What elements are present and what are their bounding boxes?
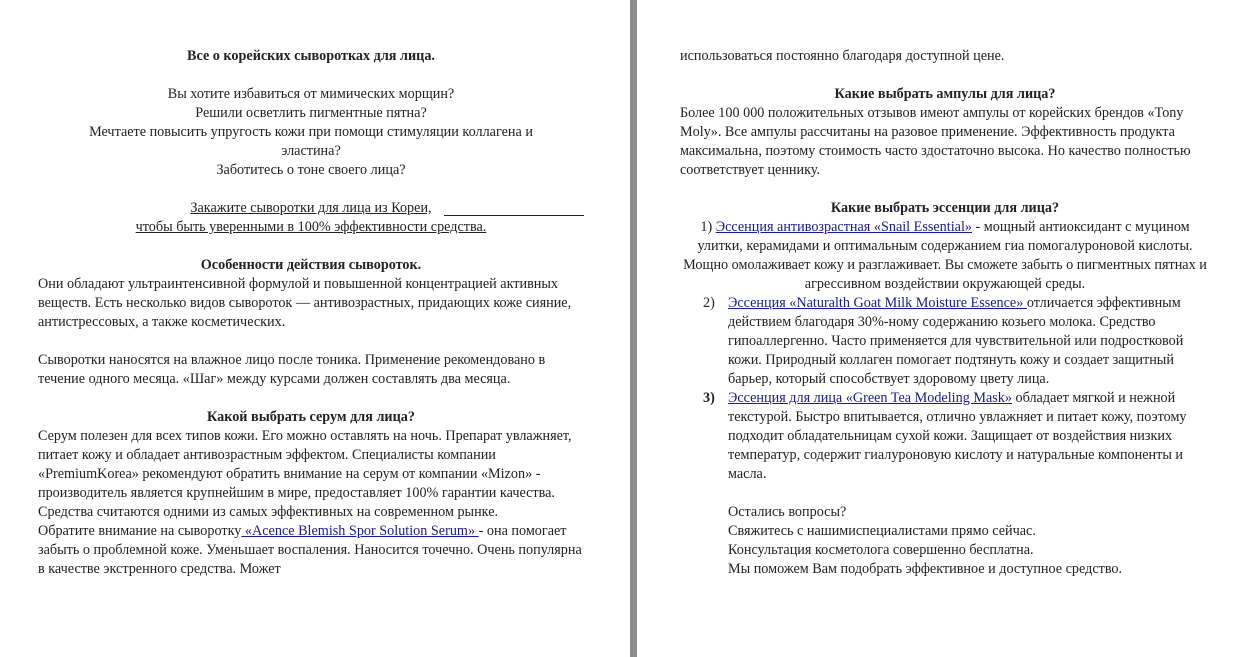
- essence-link-2[interactable]: Эссенция «Naturalth Goat Milk Moisture Essence»: [728, 295, 1027, 311]
- features-paragraph: Они обладают ультраинтенсивной формулой и повышенной концентрацией активных веществ. Есть несколько видов сывороток — антивозрастных, придающих коже сияние, антистрессовых, а также косметических.: [38, 276, 572, 330]
- contact-line: Остались вопросы?: [728, 504, 847, 520]
- contact-line: Консультация косметолога совершенно бесплатна.: [728, 542, 1034, 558]
- intro-line: эластина?: [281, 143, 341, 159]
- essence-number: 2): [703, 295, 715, 311]
- essences-heading: Какие выбрать эссенции для лица?: [830, 200, 1060, 216]
- essence-number: 3): [703, 390, 715, 406]
- contact-line: Свяжитесь с нашимиспециалистами прямо сейчас.: [728, 523, 1036, 539]
- essence-link-3[interactable]: Эссенция для лица «Green Tea Modeling Mask»: [728, 390, 1012, 406]
- intro-line: Решили осветлить пигментные пятна?: [195, 105, 427, 121]
- serum-paragraph: Серум полезен для всех типов кожи. Его можно оставлять на ночь. Препарат увлажняет, питает кожу и обладает антивозрастным эффектом. Специалисты компании «PremiumKorea» рекомендуют обратить внимание на серум от компании «Mizon» - производитель является крупнейшим в мире, предоставляет 100% гарантии качества. Средства считаются одними из самых эффективных на современном рынке.: [38, 428, 572, 520]
- order-line-1: Закажите сыворотки для лица из Кореи,: [190, 200, 432, 216]
- attention-suffix: - она помогает забыть о проблемной коже. Уменьшает воспаления. Наносится точечно. Очень популярна в качестве экстренного средства. Может: [38, 523, 582, 577]
- essence-description: - мощный антиоксидант с муцином улитки, керамидами и оптимальным содержанием гиа помогалуроновой кислоты. Мощно омолаживает кожу и разглаживает. Вы сможете забыть о пигментных пятнах и агрессивном воздействии окружающей среды.: [683, 219, 1207, 292]
- order-line-2: чтобы быть уверенными в 100% эффективности средства.: [135, 219, 487, 235]
- contact-line: Мы поможем Вам подобрать эффективное и доступное средство.: [728, 561, 1123, 577]
- right-column: [680, 47, 1210, 579]
- intro-line: Вы хотите избавиться от мимических морщин?: [167, 86, 455, 102]
- essence-number: 1): [700, 219, 713, 235]
- page-divider: [630, 0, 637, 657]
- intro-line: Заботитесь о тоне своего лица?: [216, 162, 406, 178]
- ampoules-paragraph: Более 100 000 положительных отзывов имеют ампулы от корейских брендов «Tony Moly». Все ампулы рассчитаны на разовое применение. Эффективность продукта максимальна, поэтому стоимость часто здостаточно высока. Но качество полностью соответствует ценнику.: [680, 105, 1191, 178]
- essence-description: обладает мягкой и нежной текстурой. Быстро впитывается, отлично увлажняет и питает кожу, поэтому подходит обладательницам сухой кожи. Защищает от воздействия низких температур, содержит гиалуроновую кислоту и натуральные компоненты и масла.: [728, 390, 1187, 482]
- features-heading: Особенности действия сывороток.: [200, 257, 422, 273]
- intro-line: Мечтаете повысить упругость кожи при помощи стимуляции коллагена и: [89, 124, 533, 140]
- serum-product-link[interactable]: «Acence Blemish Spor Solution Serum»: [241, 523, 479, 539]
- left-column: [38, 47, 584, 579]
- serum-heading: Какой выбрать серум для лица?: [207, 409, 415, 425]
- essence-link-1[interactable]: Эссенция антивозрастная «Snail Essential»: [715, 219, 972, 235]
- essence-description: отличается эффективным действием благодаря 30%-ному содержанию козьего молока. Средство гипоаллергенно. Часто применяется для чувствительной или подростковой кожи. Природный коллаген помогает подтянуть кожу и создает защитный барьер, который способствует здоровому цвету лица.: [728, 295, 1184, 387]
- essence-item-1: [680, 218, 1210, 294]
- ampoules-heading: Какие выбрать ампулы для лица?: [834, 86, 1056, 102]
- essence-item-3: [680, 389, 1210, 484]
- order-block: [38, 199, 584, 237]
- usage-paragraph: Сыворотки наносятся на влажное лицо после тоника. Применение рекомендовано в течение одного месяца. «Шаг» между курсами должен составлять два месяца.: [38, 352, 546, 387]
- underline-rule: [444, 215, 584, 216]
- essence-list: [680, 294, 1210, 484]
- attention-prefix: Обратите внимание на сыворотку: [38, 523, 242, 539]
- document-title: Все о корейских сыворотках для лица.: [187, 48, 435, 64]
- attention-paragraph: [38, 522, 584, 579]
- document-page-right: [637, 0, 1249, 657]
- continuation-line: использоваться постоянно благодаря доступной цене.: [680, 48, 1005, 64]
- essence-item-2: [680, 294, 1210, 389]
